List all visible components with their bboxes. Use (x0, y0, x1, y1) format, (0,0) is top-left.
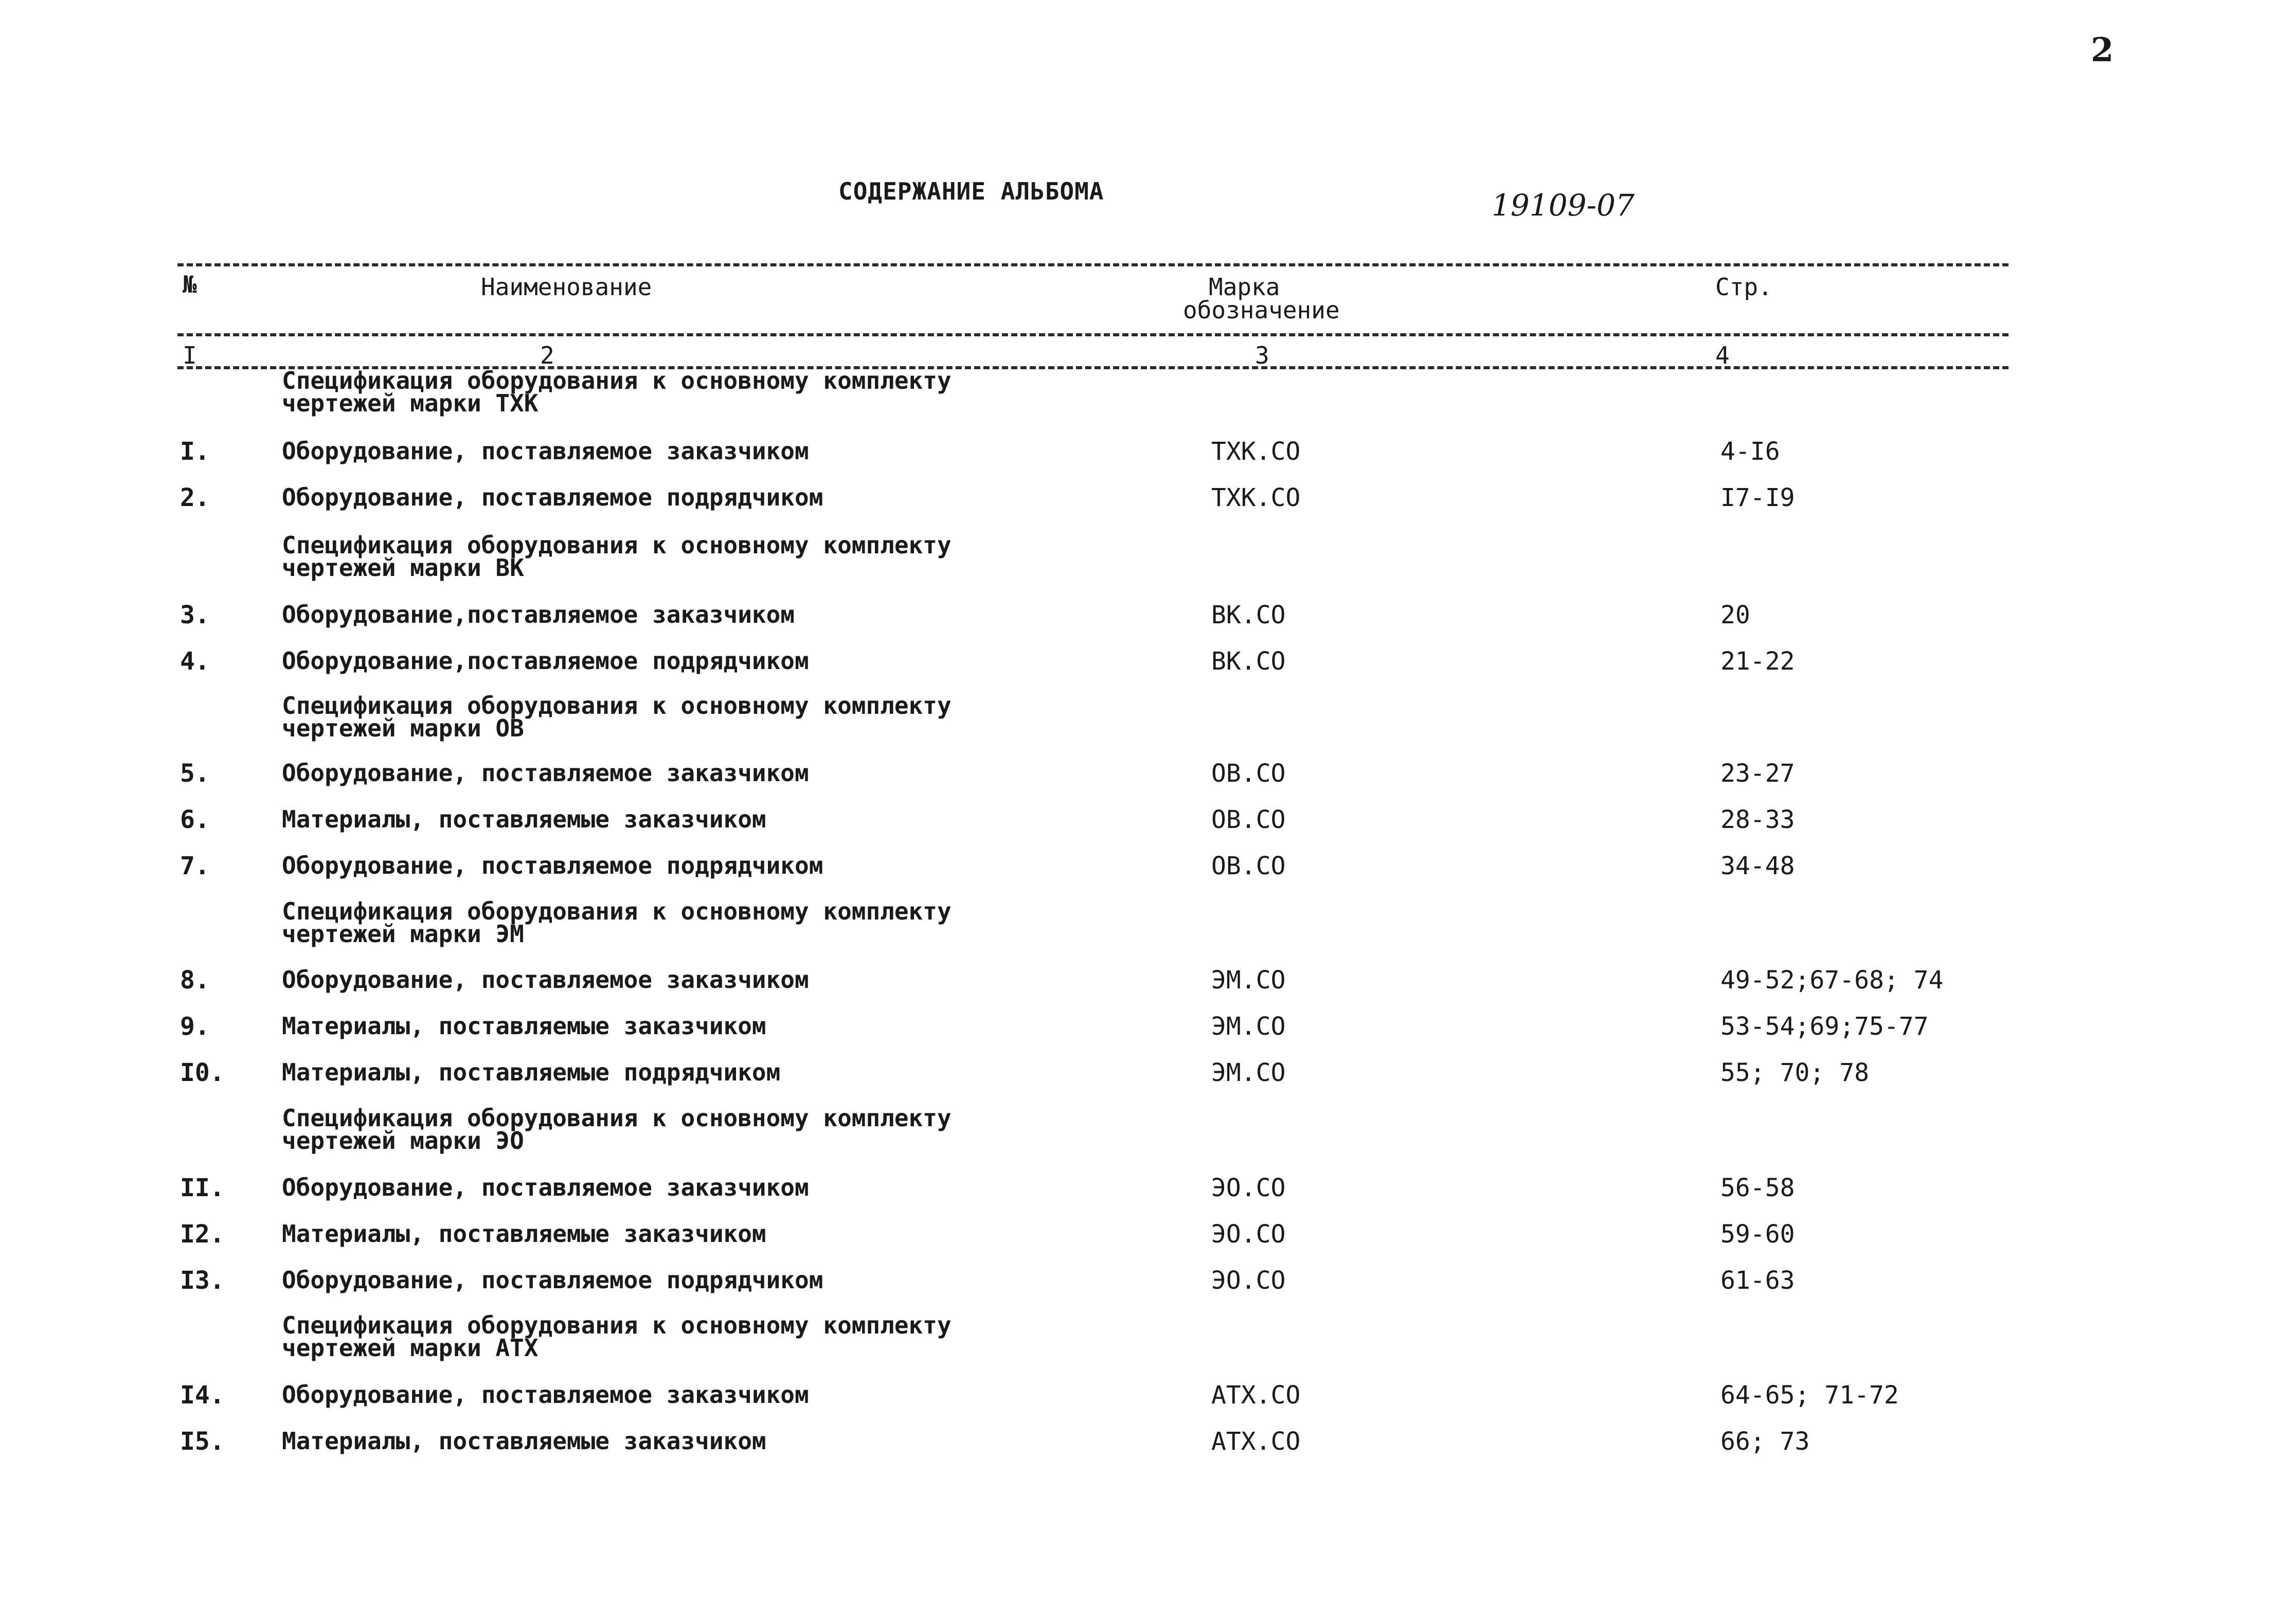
group-title-line1: Спецификация оборудования к основному комплекту (282, 692, 952, 719)
row-pages: 55; 70; 78 (1720, 1058, 1869, 1087)
table-row (0, 1012, 2296, 1058)
group-title (282, 1104, 952, 1155)
row-number: 5. (180, 759, 210, 788)
group-title-line1: Спецификация оборудования к основному комплекту (282, 897, 952, 925)
group-title (282, 367, 952, 417)
table-row (0, 1174, 2296, 1220)
row-number: 4. (180, 647, 210, 676)
row-name: Оборудование, поставляемое подрядчиком (282, 852, 823, 879)
row-mark: ЭО.СО (1211, 1266, 1286, 1295)
row-mark: АТХ.СО (1211, 1381, 1301, 1410)
row-number: I. (180, 437, 210, 466)
row-number: I5. (180, 1427, 225, 1456)
page-number: 2 (2091, 31, 2114, 69)
row-pages: 23-27 (1720, 759, 1795, 788)
row-name: Оборудование,поставляемое заказчиком (282, 601, 795, 628)
column-number-2: 2 (540, 341, 554, 369)
group-title-line2: чертежей марки ЭО (282, 1127, 524, 1155)
row-name: Материалы, поставляемые заказчиком (282, 1427, 766, 1455)
header-name: Наименование (481, 273, 652, 301)
table-row (0, 805, 2296, 852)
table-row (0, 437, 2296, 483)
column-number-1: I (183, 341, 197, 369)
row-name: Оборудование, поставляемое подрядчиком (282, 1266, 823, 1294)
row-number: 8. (180, 966, 210, 995)
header-page: Стр. (1715, 273, 1772, 301)
group-title-line2: чертежей марки АТХ (282, 1334, 539, 1362)
row-name: Оборудование, поставляемое заказчиком (282, 1174, 809, 1201)
group-title (282, 1311, 952, 1362)
row-mark: ЭМ.СО (1211, 966, 1286, 995)
table-row (0, 483, 2296, 530)
row-mark: ВК.СО (1211, 647, 1286, 676)
group-title-line2: чертежей марки ТХК (282, 389, 539, 417)
row-pages: 28-33 (1720, 805, 1795, 834)
row-pages: 20 (1720, 601, 1750, 629)
row-number: I4. (180, 1381, 225, 1410)
group-title (282, 897, 952, 948)
row-mark: ЭМ.СО (1211, 1058, 1286, 1087)
row-name: Материалы, поставляемые подрядчиком (282, 1058, 781, 1086)
album-code: 19109-07 (1492, 188, 1635, 223)
group-title-line2: чертежей марки ОВ (282, 714, 524, 742)
table-row (0, 1058, 2296, 1105)
row-name: Оборудование, поставляемое заказчиком (282, 1381, 809, 1409)
row-name: Оборудование, поставляемое заказчиком (282, 759, 809, 787)
row-mark: ЭО.СО (1211, 1174, 1286, 1202)
row-pages: 53-54;69;75-77 (1720, 1012, 1929, 1041)
header-mark-line1: Марка (1209, 273, 1280, 301)
document-title: СОДЕРЖАНИЕ АЛЬБОМА (838, 177, 1104, 205)
row-pages: 49-52;67-68; 74 (1720, 966, 1944, 995)
table-row (0, 601, 2296, 647)
row-pages: I7-I9 (1720, 483, 1795, 512)
group-title (282, 531, 952, 582)
row-mark: ОВ.СО (1211, 759, 1286, 788)
header-num: № (183, 271, 197, 298)
group-title-line1: Спецификация оборудования к основному комплекту (282, 1311, 952, 1339)
row-number: 6. (180, 805, 210, 834)
row-mark: ЭО.СО (1211, 1220, 1286, 1249)
table-row (0, 1220, 2296, 1266)
row-name: Материалы, поставляемые заказчиком (282, 1012, 766, 1040)
row-pages: 21-22 (1720, 647, 1795, 676)
row-number: 3. (180, 601, 210, 629)
column-number-4: 4 (1715, 341, 1730, 369)
row-name: Материалы, поставляемые заказчиком (282, 1220, 766, 1248)
row-number: 7. (180, 852, 210, 880)
row-name: Оборудование, поставляемое заказчиком (282, 437, 809, 465)
table-row (0, 852, 2296, 898)
group-title (282, 694, 952, 740)
group-title-line1: Спецификация оборудования к основному комплекту (282, 1104, 952, 1132)
row-number: 9. (180, 1012, 210, 1041)
row-mark: ВК.СО (1211, 601, 1286, 629)
row-pages: 66; 73 (1720, 1427, 1810, 1456)
table-row (0, 1266, 2296, 1312)
row-pages: 56-58 (1720, 1174, 1795, 1202)
group-title-line2: чертежей марки ЭМ (282, 920, 524, 948)
row-pages: 59-60 (1720, 1220, 1795, 1249)
row-mark: ТХК.СО (1211, 437, 1301, 466)
row-mark: ТХК.СО (1211, 483, 1301, 512)
group-title-line2: чертежей марки ВК (282, 554, 524, 582)
row-name: Оборудование, поставляемое подрядчиком (282, 483, 823, 511)
row-pages: 61-63 (1720, 1266, 1795, 1295)
group-title-line1: Спецификация оборудования к основному комплекту (282, 531, 952, 559)
header-bottom-rule (177, 333, 2008, 336)
header-mark-line2: обозначение (1183, 296, 1340, 324)
row-number: I0. (180, 1058, 225, 1087)
row-mark: АТХ.СО (1211, 1427, 1301, 1456)
table-top-rule (177, 263, 2008, 266)
row-number: II. (180, 1174, 225, 1202)
row-pages: 34-48 (1720, 852, 1795, 880)
row-number: 2. (180, 483, 210, 512)
table-row (0, 966, 2296, 1012)
row-name: Оборудование,поставляемое подрядчиком (282, 647, 809, 675)
table-row (0, 1427, 2296, 1473)
table-row (0, 647, 2296, 693)
table-row (0, 1381, 2296, 1427)
row-pages: 64-65; 71-72 (1720, 1381, 1899, 1410)
row-mark: ОВ.СО (1211, 805, 1286, 834)
row-pages: 4-I6 (1720, 437, 1780, 466)
row-name: Оборудование, поставляемое заказчиком (282, 966, 809, 994)
group-title-line1: Спецификация оборудования к основному комплекту (282, 367, 952, 394)
row-mark: ОВ.СО (1211, 852, 1286, 880)
column-number-3: 3 (1255, 341, 1269, 369)
row-mark: ЭМ.СО (1211, 1012, 1286, 1041)
table-row (0, 759, 2296, 805)
row-name: Материалы, поставляемые заказчиком (282, 805, 766, 833)
row-number: I2. (180, 1220, 225, 1249)
row-number: I3. (180, 1266, 225, 1295)
